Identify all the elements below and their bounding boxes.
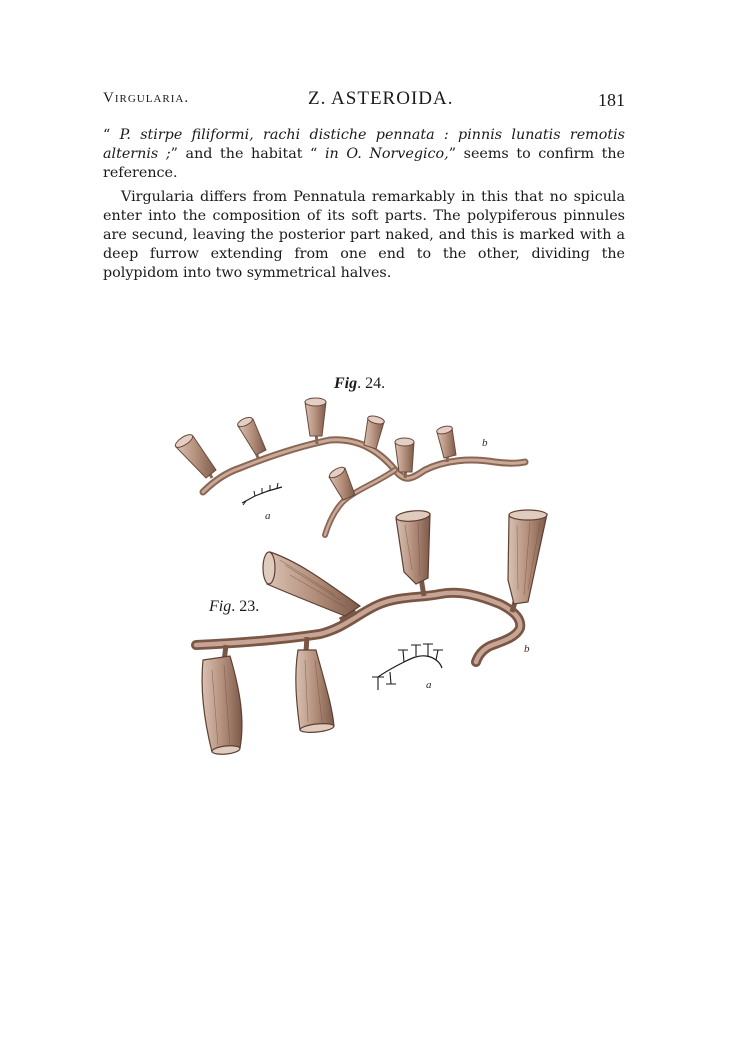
chapter-title: Z. ASTEROIDA. [308,88,454,109]
fig-prefix: Fig [334,375,358,392]
quote-mark: “ [103,127,111,143]
fig-prefix: Fig [209,598,232,615]
figure-24-label-a: a [265,510,271,522]
polyp-cup [436,425,456,458]
latin-quote: P. stirpe filiformi, rachi distiche pennata : pinnis lunatis remotis alternis ; [103,127,625,163]
polyp-cup [202,656,242,755]
polyp-cup [364,415,385,449]
polyp-cup [328,465,355,500]
polyp-cup [173,432,216,478]
polyp-cup [508,510,547,604]
habitat-quote: in O. Norvegico, [324,146,449,163]
polyp-cup [396,509,431,584]
figure-24-drawing [173,398,525,535]
polyp-cup [263,552,360,616]
polyp-cup [395,438,414,472]
paragraph-description: Virgularia differs from Pennatula remarkably in this that no spicula enter into the composition of its soft parts. The polypiferous pinnules are secund, leaving the posterior part naked, and this is marked with a deep furrow extending from one end to the other, dividing the polypidom into two symmetrical halves. [103,188,625,282]
page-number: 181 [598,90,625,110]
polyp-cup [305,398,326,436]
figure-23-label-a: a [426,679,432,691]
citation-text: ” and the habitat “ [170,146,318,163]
fig-number: . 23. [231,598,260,615]
section-title: Virgularia. [103,90,190,106]
figure-23-drawing [196,509,547,755]
polyp-cup [296,650,335,734]
figure-23-label-b: b [524,643,530,655]
fig-number: . 24. [357,375,386,392]
figure-24-label-b: b [482,437,488,449]
polyp-cup [236,415,266,455]
citation-text-end: ” seems to confirm the reference. [103,146,626,182]
